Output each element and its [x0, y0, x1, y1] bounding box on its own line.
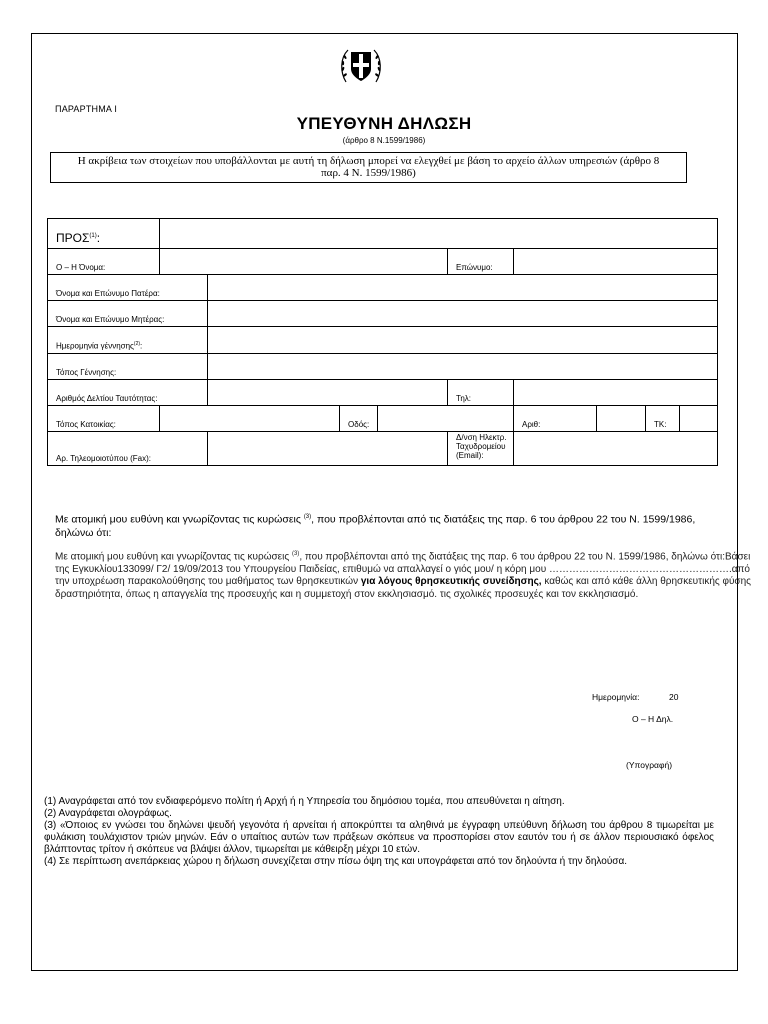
declaration-text: Με ατομική μου ευθύνη και γνωρίζοντας τις κυρώσεις $^{(3)}$, που προβλέπονται από της διατάξεις της παρ. 6 του άρθρου 22 του Ν. 1599/1986, δηλώνω ότι:Βάσει της Εγκυκλίου133099/ Γ2/ 19/09/2013 του Υπουργείου Παιδείας, επιθυμώ να απαλλαγεί ο γιός μου/ η κόρη μου ……………………………………………….από την υποχρέωση παρακολούθησης του μαθήματος των θρησκευτικών για λόγους θρησκευτικής συνείδησης, καθώς και από κάθε άλλη θρησκευτικής φύσης δραστηριότητα, όπως η απαγγελία της προσευχής και η συμμετοχή στον εκκλησιασμό. τις σχολικές προσευχές και τον εκκλησιασμό. [55, 551, 751, 600]
street-field[interactable] [378, 406, 514, 432]
date-year: 20 [669, 692, 679, 702]
footnote-3: (3) «Όποιος εν γνώσει του δηλώνει ψευδή γεγονότα ή αρνείται ή αποκρύπτει τα αληθινά με έγγραφη υπεύθυνη δήλωση του άρθρου 8 τιμωρείται με φυλάκιση τουλάχιστον τριών μηνών. Εάν ο υπαίτιος αυτών των πράξεων σκόπευε να προσπορίσει στον εαυτόν του ή σε άλλον περιουσιακό όφελος βλάπτοντας τρίτον ή σκόπευε να βλάψει άλλον, τιμωρείται με κάθειρξη μέχρι 10 ετών. [44, 820, 714, 855]
street-label: Οδός: [340, 406, 378, 432]
hellenic-republic-emblem-icon [338, 42, 384, 88]
phone-label: Τηλ: [448, 380, 514, 406]
email-label: Δ/νση Ηλεκτρ. Ταχυδρομείου (Email): [448, 432, 514, 466]
number-field[interactable] [597, 406, 646, 432]
residence-label: Τόπος Κατοικίας: [48, 406, 160, 432]
phone-field[interactable] [514, 380, 718, 406]
annex-label: ΠΑΡΑΡΤΗΜΑ Ι [55, 104, 118, 114]
surname-label: Επώνυμο: [448, 249, 514, 275]
signature-label: (Υπογραφή) [626, 760, 673, 770]
birth-place-label: Τόπος Γέννησης: [48, 354, 208, 380]
number-label: Αριθ: [514, 406, 597, 432]
postcode-field[interactable] [680, 406, 718, 432]
id-number-label: Αριθμός Δελτίου Ταυτότητας: [48, 380, 208, 406]
accuracy-note: Η ακρίβεια των στοιχείων που υποβάλλονται με αυτή τη δήλωση μπορεί να ελεγχθεί με βάση το αρχείο άλλων υπηρεσιών (άρθρο 8 παρ. 4 Ν. 1599/1986) [50, 152, 687, 183]
declarant-label: Ο – Η Δηλ. [632, 714, 674, 724]
mother-name-label: Όνομα και Επώνυμο Μητέρας: [48, 301, 208, 327]
document-title: ΥΠΕΥΘΥΝΗ ΔΗΛΩΣΗ [296, 114, 472, 133]
to-label: ΠΡΟΣ$^{(1)}$: [48, 219, 160, 249]
father-name-label: Όνομα και Επώνυμο Πατέρα: [48, 275, 208, 301]
declaration-intro: Με ατομική μου ευθύνη και γνωρίζοντας τις κυρώσεις $^{(3)}$, που προβλέπονται από τις διατάξεις της παρ. 6 του άρθρου 22 του Ν. 1599/1986, δηλώνω ότι: [55, 513, 696, 539]
mother-name-field[interactable] [208, 301, 718, 327]
id-number-field[interactable] [208, 380, 448, 406]
email-field[interactable] [514, 432, 718, 466]
footnote-4: (4) Σε περίπτωση ανεπάρκειας χώρου η δήλωση συνεχίζεται στην πίσω όψη της και υπογράφεται από τον δηλούντα ή την δηλούσα. [44, 856, 628, 867]
fax-field[interactable] [208, 432, 448, 466]
footnote-1: (1) Αναγράφεται από τον ενδιαφερόμενο πολίτη ή Αρχή ή η Υπηρεσία του δημόσιου τομέα, που απευθύνεται η αίτηση. [44, 796, 565, 807]
footnotes [44, 796, 714, 868]
to-field[interactable] [160, 219, 718, 249]
postcode-label: ΤΚ: [646, 406, 680, 432]
date-label: Ημερομηνία: [592, 692, 640, 702]
birth-place-field[interactable] [208, 354, 718, 380]
father-name-field[interactable] [208, 275, 718, 301]
surname-field[interactable] [514, 249, 718, 275]
first-name-label: Ο – Η Όνομα: [48, 249, 160, 275]
declaration-form-table [47, 218, 718, 466]
birth-date-field[interactable] [208, 327, 718, 354]
document-subtitle: (άρθρο 8 Ν.1599/1986) [342, 136, 426, 145]
birth-date-label: Ημερομηνία γέννησης$^{(2)}$: [48, 327, 208, 354]
fax-label: Αρ. Τηλεομοιοτύπου (Fax): [48, 432, 208, 466]
residence-field[interactable] [160, 406, 340, 432]
footnote-2: (2) Αναγράφεται ολογράφως. [44, 808, 172, 819]
first-name-field[interactable] [160, 249, 448, 275]
